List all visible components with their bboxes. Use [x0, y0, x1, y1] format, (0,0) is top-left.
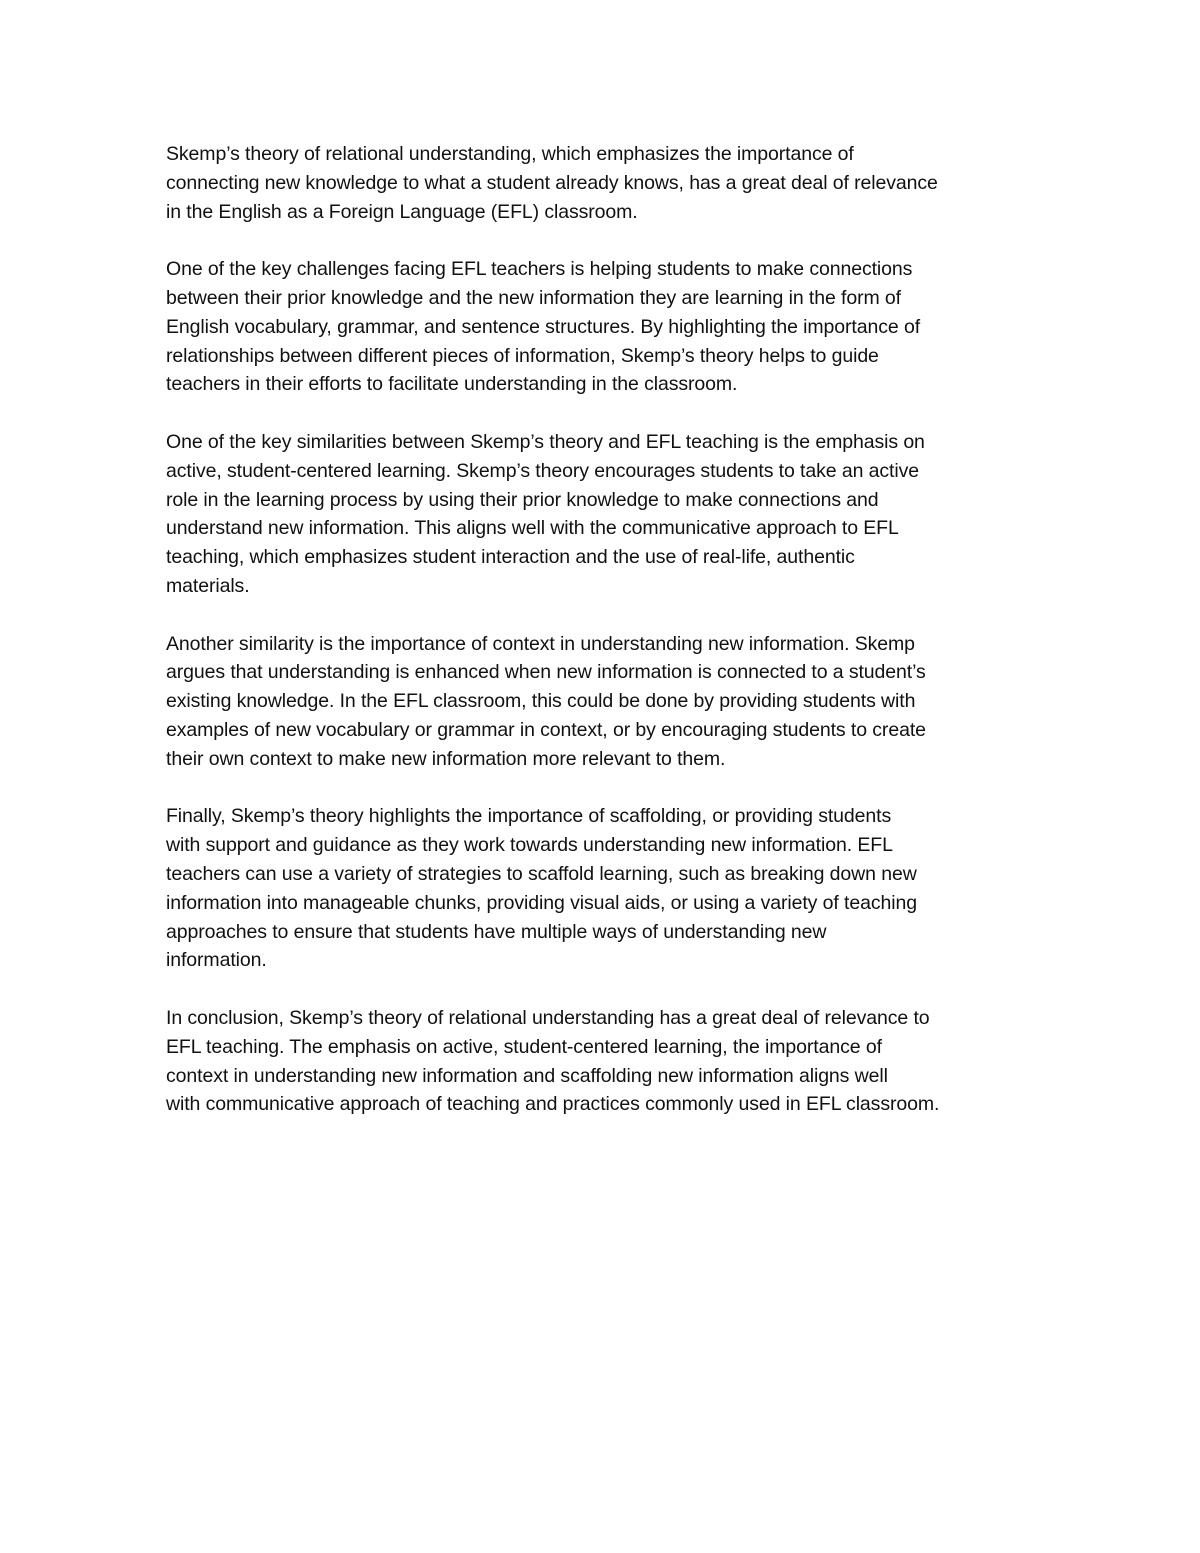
text-line: Finally, Skemp’s theory highlights the importance of scaffolding, or providing students — [166, 805, 892, 828]
text-line: with communicative approach of teaching and practices commonly used in EFL classroom. — [166, 1093, 940, 1116]
text-line: teachers can use a variety of strategies to scaffold learning, such as breaking down new — [166, 862, 917, 885]
text-line: One of the key challenges facing EFL teachers is helping students to make connections — [166, 258, 913, 281]
text-line: teachers in their efforts to facilitate understanding in the classroom. — [166, 373, 738, 396]
paragraph-conclusion — [166, 1004, 1046, 1119]
text-line: active, student-centered learning. Skemp’s theory encourages students to take an active — [166, 459, 919, 482]
text-line: In conclusion, Skemp’s theory of relational understanding has a great deal of relevance to — [166, 1006, 930, 1029]
text-line: their own context to make new information more relevant to them. — [166, 747, 726, 770]
paragraph-context — [166, 630, 1046, 774]
text-line: Another similarity is the importance of context in understanding new information. Skemp — [166, 632, 915, 655]
text-line: approaches to ensure that students have multiple ways of understanding new — [166, 920, 827, 943]
text-line: argues that understanding is enhanced when new information is connected to a student’s — [166, 661, 926, 684]
text-line: with support and guidance as they work towards understanding new information. EFL — [166, 834, 893, 857]
text-line: existing knowledge. In the EFL classroom, this could be done by providing students with — [166, 690, 916, 713]
text-line: information. — [166, 949, 267, 972]
text-line: Skemp’s theory of relational understanding, which emphasizes the importance of — [166, 143, 854, 165]
text-line: context in understanding new information and scaffolding new information aligns well — [166, 1064, 888, 1087]
text-line: EFL teaching. The emphasis on active, student-centered learning, the importance of — [166, 1035, 882, 1058]
text-line: relationships between different pieces of information, Skemp’s theory helps to guide — [166, 344, 879, 367]
text-line: understand new information. This aligns well with the communicative approach to EFL — [166, 517, 899, 540]
text-line: examples of new vocabulary or grammar in context, or by encouraging students to create — [166, 718, 926, 741]
text-line: in the English as a Foreign Language (EFL) classroom. — [166, 200, 638, 223]
document-body — [166, 140, 1046, 1148]
text-line: English vocabulary, grammar, and sentence structures. By highlighting the importance of — [166, 315, 921, 338]
paragraph-challenges — [166, 255, 1046, 399]
text-line: connecting new knowledge to what a student already knows, has a great deal of relevance — [166, 171, 938, 194]
text-line: role in the learning process by using their prior knowledge to make connections and — [166, 488, 879, 511]
paragraph-intro — [166, 140, 1046, 226]
text-line: One of the key similarities between Skemp’s theory and EFL teaching is the emphasis on — [166, 430, 925, 453]
text-line: materials. — [166, 574, 250, 597]
text-line: teaching, which emphasizes student interaction and the use of real-life, authentic — [166, 546, 855, 569]
paragraph-similarities — [166, 428, 1046, 601]
paragraph-scaffolding — [166, 802, 1046, 975]
text-line: information into manageable chunks, providing visual aids, or using a variety of teaching — [166, 891, 917, 914]
text-line: between their prior knowledge and the new information they are learning in the form of — [166, 286, 902, 309]
